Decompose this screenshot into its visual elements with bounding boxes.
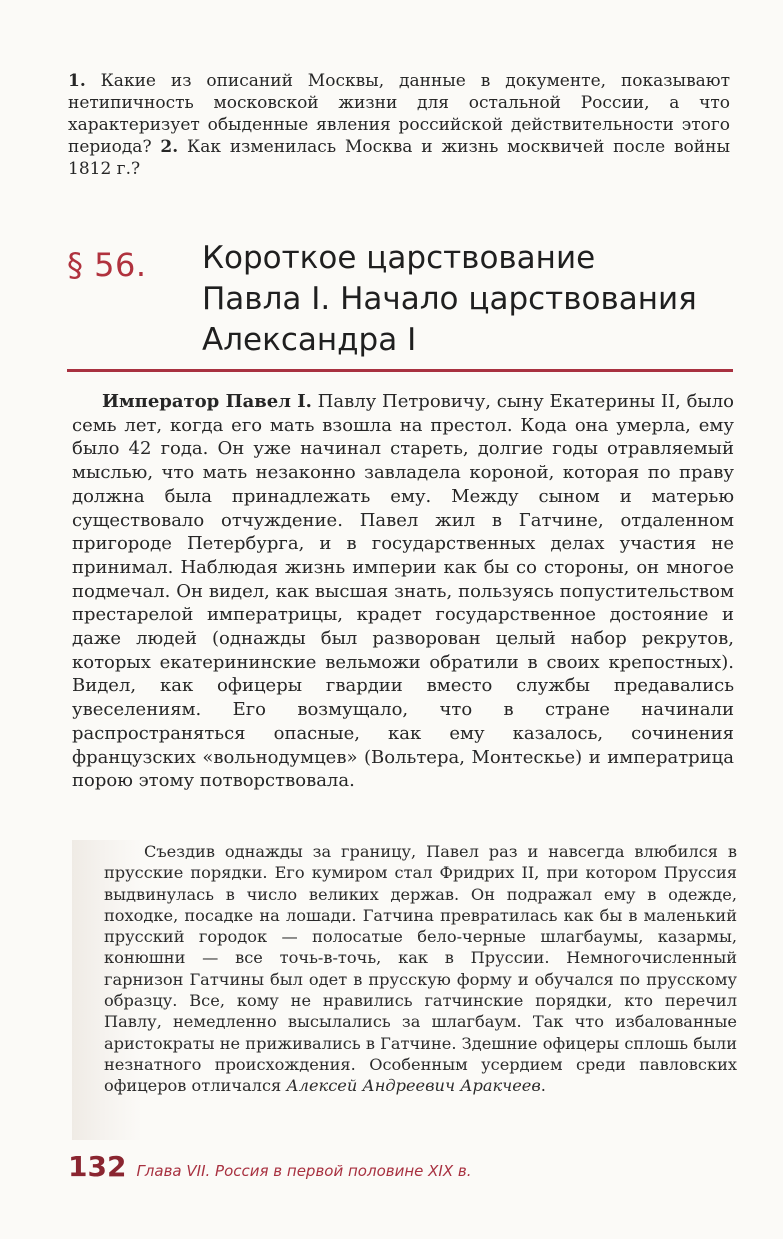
section-number: § 56. [67, 246, 147, 284]
running-head: Глава VII. Россия в первой половине XIX в. [136, 1162, 472, 1180]
paragraph-text: Павлу Петровичу, сыну Екатерины II, было семь лет, когда его мать взошла на престол. Кода она умерла, ему было 42 года. Он уже начинал стареть, долгие годы отравляемый мыслью, что мать незаконно завладела короной, которая по праву должна была принадлежать ему. Между сыном и матерью существовало отчуждение. Павел жил в Гатчине, отдаленном пригороде Петербурга, и в государственных делах участия не принимал. Наблюдая жизнь империи как бы со стороны, он многое подмечал. Он видел, как высшая знать, пользуясь попустительством престарелой императрицы, крадет государственное достояние и даже людей (однажды был разворован целый набор рекрутов, которых екатерининские вельможи обратили в своих крепостных). Видел, как офицеры гвардии вместо службы предавались увеселениям. Его возмущало, что в стране начинали распространяться опасные, как ему казалось, сочинения французских «вольнодумцев» (Вольтера, Монтескье) и императрица порою этому потворствовала. [72, 391, 735, 792]
question-1-number: 1. [68, 71, 86, 91]
question-2-number: 2. [160, 137, 179, 157]
review-questions [68, 70, 730, 180]
section-title: Короткое царствование Павла I. Начало царствования Александра I [202, 240, 697, 358]
question-1-text: Какие из описаний Москвы, данные в документе, показывают нетипичность московской жизни для остальной России, а что характеризует обыденные явления российской действительности этого периода? [68, 71, 730, 157]
question-2-text: Как изменилась Москва и жизнь москвичей после войны 1812 г.? [68, 137, 730, 179]
paragraph-lead: Император Павел I. [102, 391, 312, 412]
main-text [72, 390, 734, 793]
aside-text [104, 841, 737, 1097]
heading-divider [67, 369, 733, 372]
page-number: 132 [68, 1150, 127, 1183]
aside-body: Съездив однажды за границу, Павел раз и навсегда влюбился в прусские порядки. Его кумиром стал Фридрих II, при котором Пруссия выдвинулась в число великих держав. Он подражал ему в одежде, походке, посадке на лошади. Гатчина превратилась как бы в маленький прусский городок — полосатые бело-черные шлагбаумы, казармы, конюшни — все точь-в-точь, как в Пруссии. Немногочисленный гарнизон Гатчины был одет в прусскую форму и обучался по прусскому образцу. Все, кому не нравились гатчинские порядки, кто перечил Павлу, немедленно высылались за шлагбаум. Так что избалованные аристократы не приживались в Гатчине. Здешние офицеры сплошь были незнатного происхождения. Особенным усердием среди павловских офицеров отличался [104, 842, 737, 1096]
aside-end: . [540, 1076, 546, 1096]
page-footer [68, 1150, 472, 1190]
aside-name: Алексей Андреевич Аракчеев [286, 1076, 541, 1096]
aside-paragraph [104, 841, 737, 1097]
main-paragraph [72, 390, 734, 793]
section-heading [67, 236, 737, 356]
